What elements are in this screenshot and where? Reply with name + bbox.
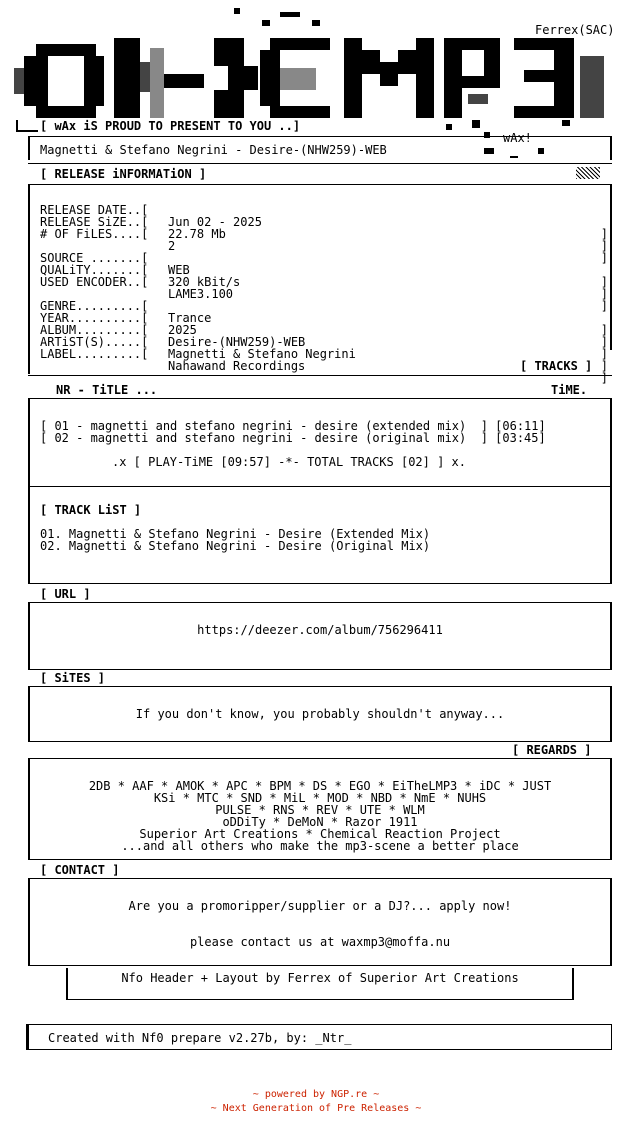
field-album: ALBUM.........[ Desire-(NHW259)-WEB ]: [40, 323, 608, 361]
tracks-divider: [28, 375, 612, 376]
list-item: 02. Magnetti & Stefano Negrini - Desire (Original Mix): [40, 539, 431, 553]
contact-line: Are you a promoripper/supplier or a DJ?... apply now!: [128, 899, 512, 913]
contact-panel: [28, 878, 612, 966]
release-info-divider: [28, 163, 612, 164]
tracks-summary: .x [ PLAY-TiME [09:57] -*- TOTAL TRACKS [02] ] x.: [112, 455, 467, 469]
field-release-size: RELEASE SiZE..[ 22.78 Mb ]: [40, 215, 608, 253]
tracks-col-time: TiME.: [551, 383, 588, 397]
tracks-label: [ TRACKS ]: [520, 359, 593, 373]
field-artists: ARTiST(S).....[ Magnetti & Stefano Negrini ]: [40, 335, 608, 373]
hatch-decoration: [576, 167, 600, 179]
present-line: [ wAx iS PROUD TO PRESENT TO YOU ..]: [40, 119, 301, 133]
release-info-label: [ RELEASE iNFORMATiON ]: [40, 167, 207, 181]
tracks-col-title: NR - TiTLE ...: [56, 383, 158, 397]
field-quality: QUALiTY.......[ 320 kBit/s ]: [40, 263, 608, 301]
url-link[interactable]: https://deezer.com/album/756296411: [197, 623, 443, 637]
regards-line: Superior Art Creations * Chemical Reaction Project: [139, 827, 501, 841]
release-title: Magnetti & Stefano Negrini - Desire-(NHW259)-WEB: [40, 143, 387, 157]
created-line: Created with Nf0 prepare v2.27b, by: _Ntr_: [48, 1031, 352, 1045]
field-genre: GENRE.........[ Trance ]: [40, 299, 608, 337]
track-row: [ 02 - magnetti and stefano negrini - desire (original mix) ] [03:45]: [40, 431, 546, 445]
regards-line: 2DB * AAF * AMOK * APC * BPM * DS * EGO * EiTheLMP3 * iDC * JUST: [88, 779, 552, 793]
field-release-date: RELEASE DATE..[ Jun 02 - 2025 ]: [40, 203, 608, 241]
regards-line: KSi * MTC * SND * MiL * MOD * NBD * NmE * NUHS: [153, 791, 487, 805]
field-num-files: # OF FiLES....[ 2 ]: [40, 227, 608, 265]
regards-label: [ REGARDS ]: [512, 743, 592, 757]
wax-tag: wAx!: [503, 131, 532, 145]
tracks-left-frame: [28, 350, 38, 374]
sites-text: If you don't know, you probably shouldn't anyway...: [135, 707, 505, 721]
field-encoder: USED ENCODER..[ LAME3.100 ]: [40, 275, 608, 313]
powered-by[interactable]: ~ powered by NGP.re ~: [252, 1089, 380, 1100]
list-item: 01. Magnetti & Stefano Negrini - Desire (Extended Mix): [40, 527, 431, 541]
contact-label: [ CONTACT ]: [40, 863, 120, 877]
regards-line: ...and all others who make the mp3-scene a better place: [121, 839, 519, 853]
signature: Ferrex(SAC): [535, 23, 615, 37]
field-year: YEAR..........[ 2025 ]: [40, 311, 608, 349]
regards-line: PULSE * RNS * REV * UTE * WLM: [215, 803, 425, 817]
sites-label: [ SiTES ]: [40, 671, 106, 685]
contact-email[interactable]: please contact us at waxmp3@moffa.nu: [189, 935, 451, 949]
track-list-label: [ TRACK LiST ]: [40, 503, 142, 517]
footer-tagline: ~ Next Generation of Pre Releases ~: [210, 1103, 422, 1114]
track-row: [ 01 - magnetti and stefano negrini - desire (extended mix) ] [06:11]: [40, 419, 546, 433]
field-label: LABEL.........[ Nahawand Recordings ]: [40, 347, 608, 385]
layout-credit: Nfo Header + Layout by Ferrex of Superior Art Creations: [121, 971, 519, 985]
present-underline: [16, 120, 38, 132]
regards-line: oDDiTy * DeMoN * Razor 1911: [222, 815, 418, 829]
field-source: SOURCE .......[ WEB ]: [40, 251, 608, 289]
url-label: [ URL ]: [40, 587, 91, 601]
